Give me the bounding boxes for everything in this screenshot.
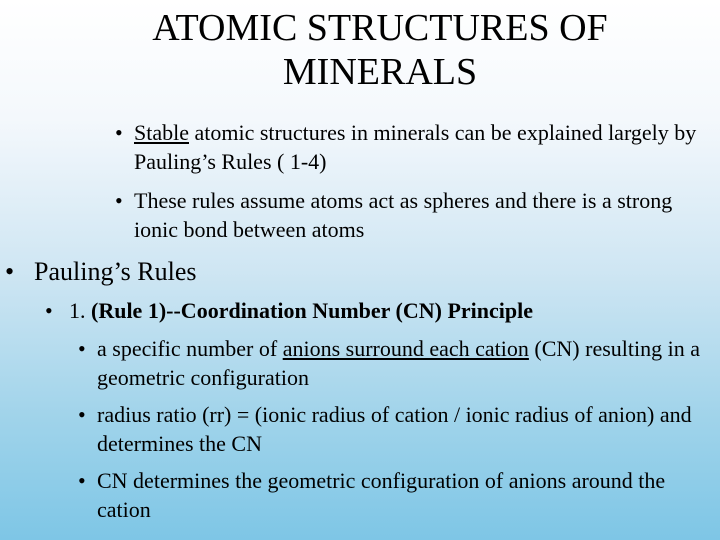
bullet-icon: • bbox=[115, 188, 123, 213]
bullet-text-rest: atomic structures in minerals can be explained largely by Pauling’s Rules ( 1-4) bbox=[134, 120, 697, 174]
bullet-stable-structures bbox=[115, 118, 720, 176]
bullet-text: radius ratio (rr) = (ionic radius of cation / ionic radius of anion) and determines the CN bbox=[97, 402, 692, 456]
bullet-radius-ratio bbox=[78, 400, 720, 458]
slide-title bbox=[90, 6, 670, 94]
bullet-anions-surround bbox=[78, 334, 720, 392]
rule-number: 1. bbox=[69, 298, 91, 323]
bullet-text-after: (CN) resulting in a geometric configuration bbox=[97, 336, 700, 390]
bullet-icon: • bbox=[78, 402, 86, 427]
bullet-text bbox=[45, 296, 720, 325]
bullet-rule-1 bbox=[45, 296, 720, 325]
bullet-icon: • bbox=[45, 298, 53, 323]
bullet-icon: • bbox=[115, 120, 123, 145]
underlined-phrase: anions surround each cation bbox=[282, 336, 529, 361]
bullet-text: These rules assume atoms act as spheres and there is a strong ionic bond between atoms bbox=[134, 188, 673, 242]
bullet-text bbox=[115, 118, 720, 176]
bullet-icon: • bbox=[78, 468, 86, 493]
bullet-icon: • bbox=[78, 336, 86, 361]
bullet-rules-assumption bbox=[115, 186, 720, 244]
title-line-1: ATOMIC STRUCTURES OF bbox=[152, 7, 608, 49]
bullet-paulings-rules bbox=[5, 256, 705, 288]
bullet-text-before: a specific number of bbox=[97, 336, 283, 361]
rule-heading: (Rule 1)--Coordination Number (CN) Principle bbox=[91, 298, 533, 323]
bullet-icon: • bbox=[5, 257, 15, 286]
bullet-text bbox=[78, 334, 720, 392]
bullet-text: CN determines the geometric configuration of anions around the cation bbox=[97, 468, 666, 522]
bullet-text: Pauling’s Rules bbox=[34, 257, 197, 286]
underlined-term-stable: Stable bbox=[134, 120, 189, 145]
bullet-cn-geometry bbox=[78, 466, 720, 524]
title-line-2: MINERALS bbox=[282, 51, 478, 93]
